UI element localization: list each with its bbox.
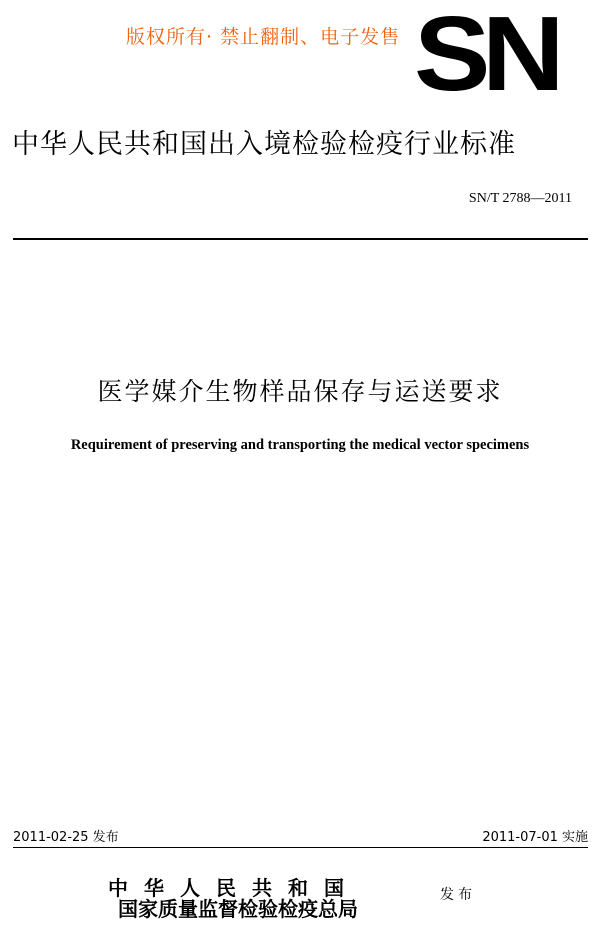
document-title-english: Requirement of preserving and transporting the medical vector specimens [70,437,530,453]
standard-number: SN/T 2788—2011 [468,191,572,206]
copyright-watermark: 版权所有· 禁止翻制、电子发售 [126,26,401,48]
document-title-chinese: 医学媒介生物样品保存与运送要求 [97,377,503,406]
issue-date: 2011-02-25 发布 [13,830,119,845]
footer-divider [13,847,588,848]
issuer-agency: 国家质量监督检验检疫总局 [118,897,358,921]
issuer-country: 中华人民共和国 [108,876,360,900]
publish-label: 发布 [440,887,476,903]
standard-category-title: 中华人民共和国出入境检验检疫行业标准 [12,129,516,160]
header-divider [13,238,588,240]
sn-logo [410,10,560,100]
implementation-date: 2011-07-01 实施 [482,830,588,845]
sn-logo-text: SN [414,10,558,100]
